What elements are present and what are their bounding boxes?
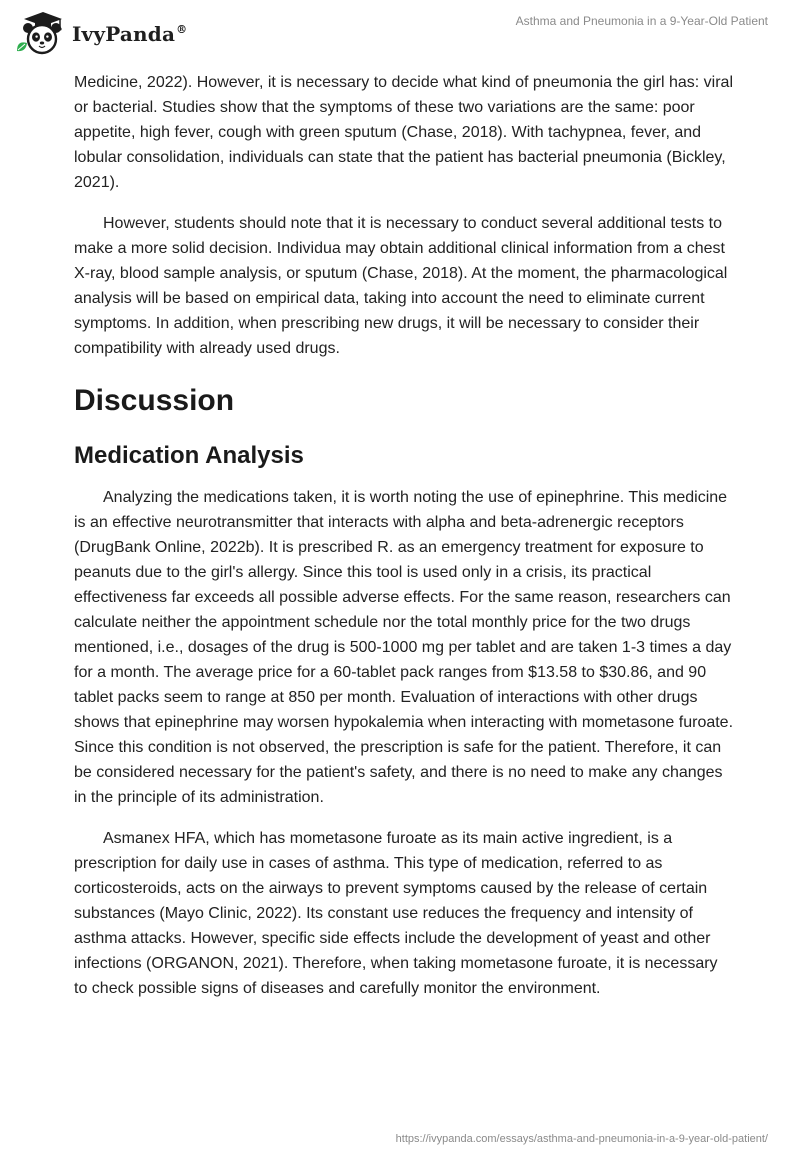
heading-discussion: Discussion xyxy=(74,384,235,417)
paragraph-medication-2: Asmanex HFA, which has mometasone furoate as its main active ingredient, is a prescription for daily use in cases of asthma. This type of medication, referred to as corticosteroids, acts on the airways to prevent symptoms caused by the release of certain substances (Mayo Clinic, 2022). Its constant use reduces the frequency and intensity of asthma attacks. However, specific side effects include the development of yeast and other infections (ORGANON, 2021). Therefore, when taking mometasone furoate, it is necessary to check possible signs of diseases and carefully monitor the environment. xyxy=(74,830,718,997)
ivypanda-logo[interactable] xyxy=(14,10,187,56)
heading-medication-analysis: Medication Analysis xyxy=(74,442,304,469)
paragraph-intro-2: However, students should note that it is necessary to conduct several additional tests to make a more solid decision. Individua may obtain additional clinical information from a chest X-ray, blood sample analysis, or sputum (Chase, 2018). At the moment, the pharmacological analysis will be based on empirical data, taking into account the need to eliminate current symptoms. In addition, when prescribing new drugs, it will be necessary to consider their compatibility with already used drugs. xyxy=(74,215,728,357)
paragraph-intro-1: Medicine, 2022). However, it is necessary to decide what kind of pneumonia the girl has: viral or bacterial. Studies show that the symptoms of these two variations are the same: poor appetite, high fever, cough with green sputum (Chase, 2018). With tachypnea, fever, and lobular consolidation, individuals can state that the patient has bacterial pneumonia (Bickley, 2021). xyxy=(74,74,734,191)
registered-mark: ® xyxy=(176,23,188,37)
paragraph-medication-1: Analyzing the medications taken, it is worth noting the use of epinephrine. This medicine is an effective neurotransmitter that interacts with alpha and beta-adrenergic receptors (DrugBank Online, 2022b). It is prescribed R. as an emergency treatment for exposure to peanuts due to the girl's allergy. Since this tool is used only in a crisis, its practical effectiveness far exceeds all possible adverse effects. For the same reason, researchers can calculate neither the appointment schedule nor the total monthly price for the two drugs mentioned, i.e., dosages of the drug is 500-1000 mg per tablet and are taken 1-3 times a day for a month. The average price for a 60-tablet pack ranges from $13.58 to $30.86, and 90 tablet packs seem to range at 850 per month. Evaluation of interactions with other drugs shows that epinephrine may worsen hypokalemia when interacting with mometasone furoate. Since this condition is not observed, the prescription is safe for the patient. Therefore, it can be considered necessary for the patient's safety, and there is no need to make any changes in the principle of its administration. xyxy=(74,489,734,806)
page-header xyxy=(0,0,800,70)
panda-graduate-logo-icon xyxy=(14,10,66,56)
essay-content xyxy=(74,70,734,1017)
source-url[interactable]: https://ivypanda.com/essays/asthma-and-pneumonia-in-a-9-year-old-patient/ xyxy=(395,1133,768,1145)
brand-name: IvyPanda® xyxy=(72,22,188,46)
document-title: Asthma and Pneumonia in a 9-Year-Old Patient xyxy=(515,14,768,28)
